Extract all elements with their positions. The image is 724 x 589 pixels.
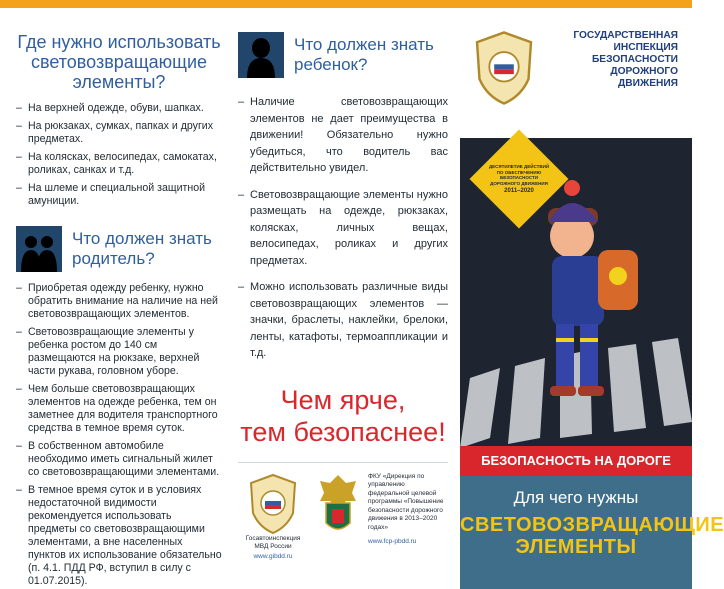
slogan-line2: тем безопаснее! <box>240 416 446 447</box>
cover-title-line2: ЭЛЕМЕНТЫ <box>515 536 637 558</box>
parent-section-header <box>16 226 222 272</box>
gibdd-emblem-icon <box>472 30 536 111</box>
child-section-header <box>238 32 448 78</box>
child-heading: Что должен знать ребенок? <box>294 35 434 74</box>
badge-years: 2011–2020 <box>504 188 534 194</box>
child-silhouette-icon <box>238 32 284 78</box>
list-item: – Можно использовать различные виды световозвращающих элементов — значки, браслеты, наклейки, брелоки, ленты, катафоты, термоаппликации и т.д. <box>238 279 448 362</box>
cover-header <box>460 8 692 138</box>
list-item: – На верхней одежде, обуви, шапках. <box>16 102 222 115</box>
gibdd-emblem-icon <box>238 473 308 535</box>
list-item: – В темное время суток и в условиях недостаточной видимости рекомендуется использовать предметы со световозвращающими элементами, а вне населенных пунктов их использование обязательно (п. 4.1. ПДД РФ, вступил в силу с 01.07.2015). <box>16 484 222 588</box>
left-panel <box>0 8 230 589</box>
list-item: – Световозвращающие элементы нужно размещать на одежде, рюкзаках, колясках, личных вещах, велосипедах, роликах и других предметах. <box>238 187 448 270</box>
list-item: – На колясках, велосипедах, самокатах, роликах, санках и т.д. <box>16 151 222 177</box>
gibdd-url[interactable]: www.gibdd.ru <box>253 552 293 560</box>
fcp-logo-block <box>368 473 448 560</box>
cover-subtitle: Для чего нужны <box>513 488 639 507</box>
badge-text: ДЕСЯТИЛЕТИЕ ДЕЙСТВИЙ ПО ОБЕСПЕЧЕНИЮ БЕЗОПАСНОСТИ ДОРОЖНОГО ДВИЖЕНИЯ <box>488 164 550 186</box>
list-item: – Наличие световозвращающих элементов не дает преимущества в движении! Обязательно нужно убедиться, что водитель вас действительно увидел. <box>238 94 448 177</box>
middle-panel <box>230 8 460 589</box>
cover-title <box>460 514 724 558</box>
cover-title-line1: СВЕТОВОЗВРАЩАЮЩИЕ <box>460 514 724 536</box>
list-item: – Приобретая одежду ребенку, нужно обратить внимание на наличие на ней световозвращающих элементов. <box>16 282 222 321</box>
list-item: – На шлеме и специальной защитной амуниции. <box>16 182 222 208</box>
parent-list <box>16 282 222 588</box>
child-list <box>238 94 448 362</box>
top-accent-bar <box>0 0 692 8</box>
divider <box>238 462 448 463</box>
logos-row <box>238 473 448 560</box>
cover-illustration <box>460 138 692 456</box>
gibdd-caption: Госавтоинспекция МВД России <box>245 534 301 550</box>
fcp-url[interactable]: www.fcp-pbdd.ru <box>368 538 417 545</box>
where-list <box>16 102 222 208</box>
list-item: – В собственном автомобиле необходимо иметь сигнальный жилет со световозвращающими элементами. <box>16 440 222 479</box>
slogan-line1: Чем ярче, <box>280 384 406 415</box>
agency-title: ГОСУДАРСТВЕННАЯ ИНСПЕКЦИЯ БЕЗОПАСНОСТИ ДОРОЖНОГО ДВИЖЕНИЯ <box>573 30 678 89</box>
road-safety-banner: БЕЗОПАСНОСТЬ НА ДОРОГЕ <box>460 446 692 476</box>
parent-heading: Что должен знать родитель? <box>72 229 212 268</box>
slogan <box>238 384 448 448</box>
list-item: – Световозвращающие элементы у ребенка ростом до 140 см размещаются на рюкзаке, верхней части рукава, головном уборе. <box>16 326 222 378</box>
cover-title-block <box>460 476 724 589</box>
parents-silhouette-icon <box>16 226 62 272</box>
list-item: – На рюкзаках, сумках, папках и других предметах. <box>16 120 222 146</box>
mvd-emblem-icon <box>316 473 360 560</box>
list-item: – Чем больше световозвращающих элементов на одежде ребенка, тем он заметнее для водителя транспортного средства в темное время суток. <box>16 383 222 435</box>
gibdd-logo-block <box>238 473 308 560</box>
where-heading: Где нужно использовать световозвращающие элементы? <box>17 32 221 92</box>
fcp-text: ФКУ «Дирекция по управлению федеральной целевой программы «Повышение безопасности дорожного движения в 2013–2020 годах» <box>368 472 444 531</box>
cover-panel <box>460 8 724 589</box>
